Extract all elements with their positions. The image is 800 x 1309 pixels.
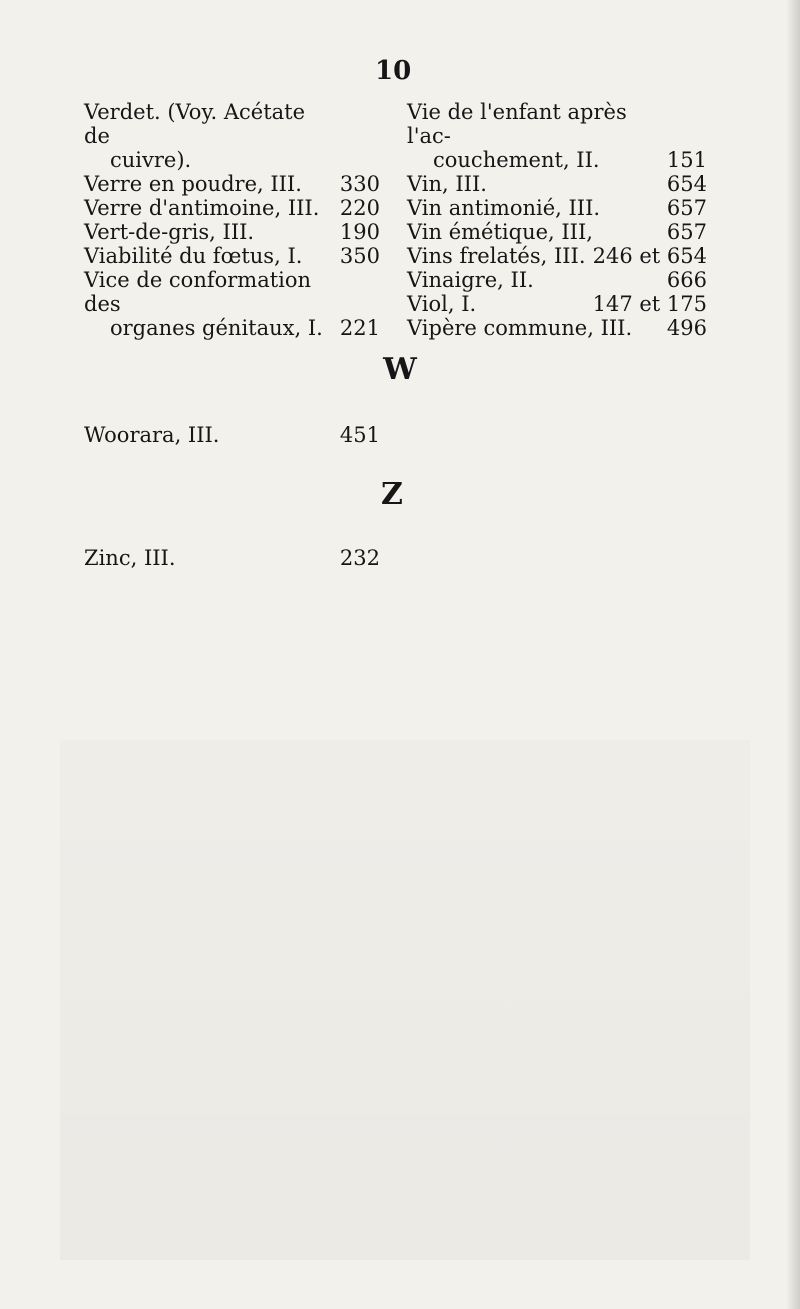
entry-page: 246 et 654 xyxy=(592,244,707,268)
entry-text: Verdet. (Voy. Acétate de xyxy=(84,100,306,148)
entry-page: 496 xyxy=(666,316,707,340)
section-heading-z: Z xyxy=(381,477,403,512)
entry-continuation: couchement, II. xyxy=(433,148,600,172)
entry-page: 151 xyxy=(666,148,707,172)
entry-text: Woorara, III. xyxy=(84,423,220,447)
entry-text: Vipère commune, III. xyxy=(407,316,633,340)
index-entry xyxy=(84,100,380,172)
index-entry xyxy=(84,172,380,196)
right-column xyxy=(407,100,707,340)
index-entry xyxy=(407,316,707,340)
entry-page: 350 xyxy=(339,244,380,268)
entry-text: Vins frelatés, III. xyxy=(407,244,586,268)
index-entry xyxy=(407,244,707,268)
entry-text: Vice de conformation des xyxy=(84,268,312,316)
entry-continuation: cuivre). xyxy=(110,148,192,172)
index-entry xyxy=(407,100,707,172)
show-through-area xyxy=(60,740,750,1260)
entry-text: Vert-de-gris, III. xyxy=(84,220,255,244)
entry-page: 330 xyxy=(339,172,380,196)
index-entry xyxy=(407,292,707,316)
entry-page: 190 xyxy=(339,220,380,244)
index-entry xyxy=(84,220,380,244)
entry-text: Viol, I. xyxy=(407,292,477,316)
index-entry xyxy=(84,268,380,340)
entry-continuation: organes génitaux, I. xyxy=(110,316,323,340)
index-entry xyxy=(407,172,707,196)
index-entry-zinc xyxy=(84,546,380,570)
entry-page: 232 xyxy=(339,546,380,570)
page-number: 10 xyxy=(375,56,412,86)
entry-page: 666 xyxy=(666,268,707,292)
entry-page: 147 et 175 xyxy=(592,292,707,316)
entry-page: 657 xyxy=(666,196,707,220)
index-entry xyxy=(84,244,380,268)
entry-text: Vinaigre, II. xyxy=(407,268,534,292)
page-edge-shadow xyxy=(786,0,800,1309)
entry-text: Viabilité du fœtus, I. xyxy=(84,244,303,268)
index-entry-woorara xyxy=(84,423,380,447)
entry-page: 654 xyxy=(666,172,707,196)
entry-text: Vie de l'enfant après l'ac- xyxy=(407,100,627,148)
index-entry xyxy=(407,220,707,244)
entry-page: 221 xyxy=(339,316,380,340)
entry-text: Vin, III. xyxy=(407,172,487,196)
entry-text: Zinc, III. xyxy=(84,546,176,570)
entry-page: 657 xyxy=(666,220,707,244)
entry-page: 451 xyxy=(339,423,380,447)
entry-page: 220 xyxy=(339,196,380,220)
entry-text: Verre d'antimoine, III. xyxy=(84,196,320,220)
entry-text: Vin antimonié, III. xyxy=(407,196,601,220)
index-entry xyxy=(407,268,707,292)
entry-text: Verre en poudre, III. xyxy=(84,172,302,196)
section-heading-w: W xyxy=(383,352,417,387)
index-entry xyxy=(407,196,707,220)
index-entry xyxy=(84,196,380,220)
entry-text: Vin émétique, III, xyxy=(407,220,593,244)
left-column xyxy=(84,100,380,340)
